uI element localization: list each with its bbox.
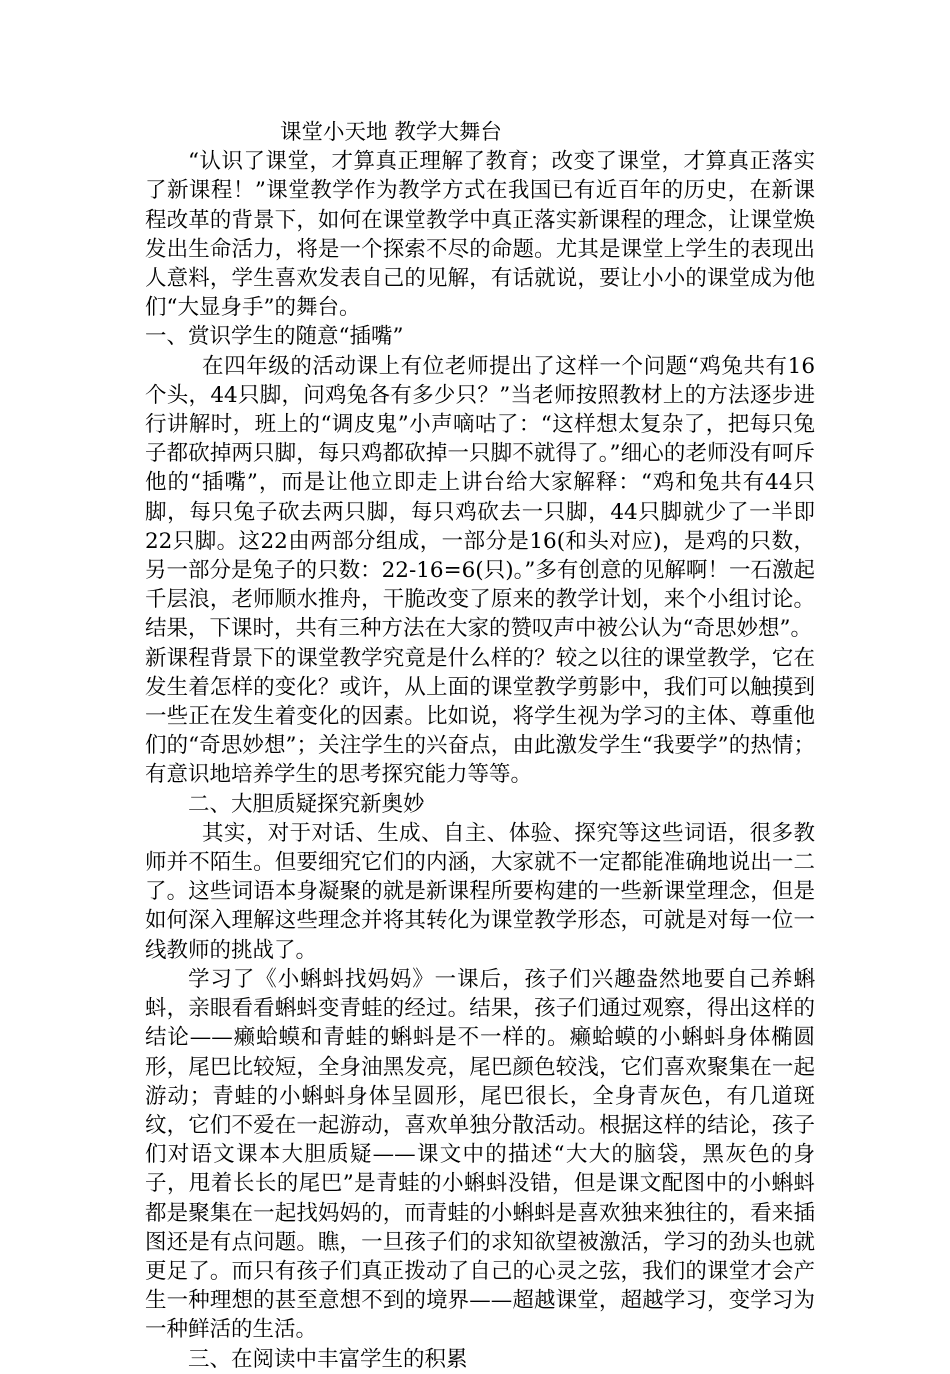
- section-2-heading: 二、大胆质疑探究新奥妙: [188, 791, 425, 817]
- section-3-heading: 三、在阅读中丰富学生的积累: [188, 1346, 468, 1372]
- section-1-paragraph-1: 在四年级的活动课上有位老师提出了这样一个问题“鸡兔共有16个头，44只脚，问鸡兔各有多少只？”当老师按照教材上的方法逐步进行讲解时，班上的“调皮鬼”小声嘀咕了：“这样想太复杂了，把每只兔子都砍掉两只脚，每只鸡都砍掉一只脚不就得了。”细心的老师没有呵斥他的“插嘴”，而是让他立即走上讲台给大家解释：“鸡和兔共有44只脚，每只兔子砍去两只脚，每只鸡砍去一只脚，44只脚就少了一半即22只脚。这22由两部分组成，一部分是16(和头对应)，是鸡的只数，另一部分是兔子的只数：22-16=6(只)。”多有创意的见解啊！一石激起千层浪，老师顺水推舟，干脆改变了原来的教学计划，来个小组讨论。结果，下课时，共有三种方法在大家的赞叹声中被公认为“奇思妙想”。: [145, 353, 815, 642]
- document-page: [145, 118, 815, 1374]
- section-2-paragraph-2: 学习了《小蝌蚪找妈妈》一课后，孩子们兴趣盎然地要自己养蝌蚪，亲眼看看蝌蚪变青蛙的经过。结果，孩子们通过观察，得出这样的结论——癞蛤蟆和青蛙的蝌蚪是不一样的。癞蛤蟆的小蝌蚪身体椭圆形，尾巴比较短，全身油黑发亮，尾巴颜色较浅，它们喜欢聚集在一起游动；青蛙的小蝌蚪身体呈圆形，尾巴很长，全身青灰色，有几道斑纹，它们不爱在一起游动，喜欢单独分散活动。根据这样的结论，孩子们对语文课本大胆质疑——课文中的描述“大大的脑袋，黑灰色的身子，甩着长长的尾巴”是青蛙的小蝌蚪没错，但是课文配图中的小蝌蚪都是聚集在一起找妈妈的，而青蛙的小蝌蚪是喜欢独来独往的，看来插图还是有点问题。瞧，一旦孩子们的求知欲望被激活，学习的劲头也就更足了。而只有孩子们真正拨动了自己的心灵之弦，我们的课堂才会产生一种理想的甚至意想不到的境界——超越课堂，超越学习，变学习为一种鲜活的生活。: [145, 966, 815, 1343]
- section-1-heading: 一、赏识学生的随意“插嘴”: [145, 324, 404, 350]
- section-1-paragraph-2: 新课程背景下的课堂教学究竟是什么样的？较之以往的课堂教学，它在发生着怎样的变化？或许，从上面的课堂教学剪影中，我们可以触摸到一些正在发生着变化的因素。比如说，将学生视为学习的主体、尊重他们的“奇思妙想”；关注学生的兴奋点，由此激发学生“我要学”的热情；有意识地培养学生的思考探究能力等等。: [145, 645, 815, 788]
- document-title: 课堂小天地 教学大舞台: [280, 120, 502, 145]
- intro-paragraph: “认识了课堂，才算真正理解了教育；改变了课堂，才算真正落实了新课程！”课堂教学作为教学方式在我国已有近百年的历史，在新课程改革的背景下，如何在课堂教学中真正落实新课程的理念，让课堂焕发出生命活力，将是一个探索不尽的命题。尤其是课堂上学生的表现出人意料，学生喜欢发表自己的见解，有话就说，要让小小的课堂成为他们“大显身手”的舞台。: [145, 149, 815, 321]
- section-2-paragraph-1: 其实，对于对话、生成、自主、体验、探究等这些词语，很多教师并不陌生。但要细究它们的内涵，大家就不一定都能准确地说出一二了。这些词语本身凝聚的就是新课程所要构建的一些新课堂理念，但是如何深入理解这些理念并将其转化为课堂教学形态，可就是对每一位一线教师的挑战了。: [145, 820, 815, 963]
